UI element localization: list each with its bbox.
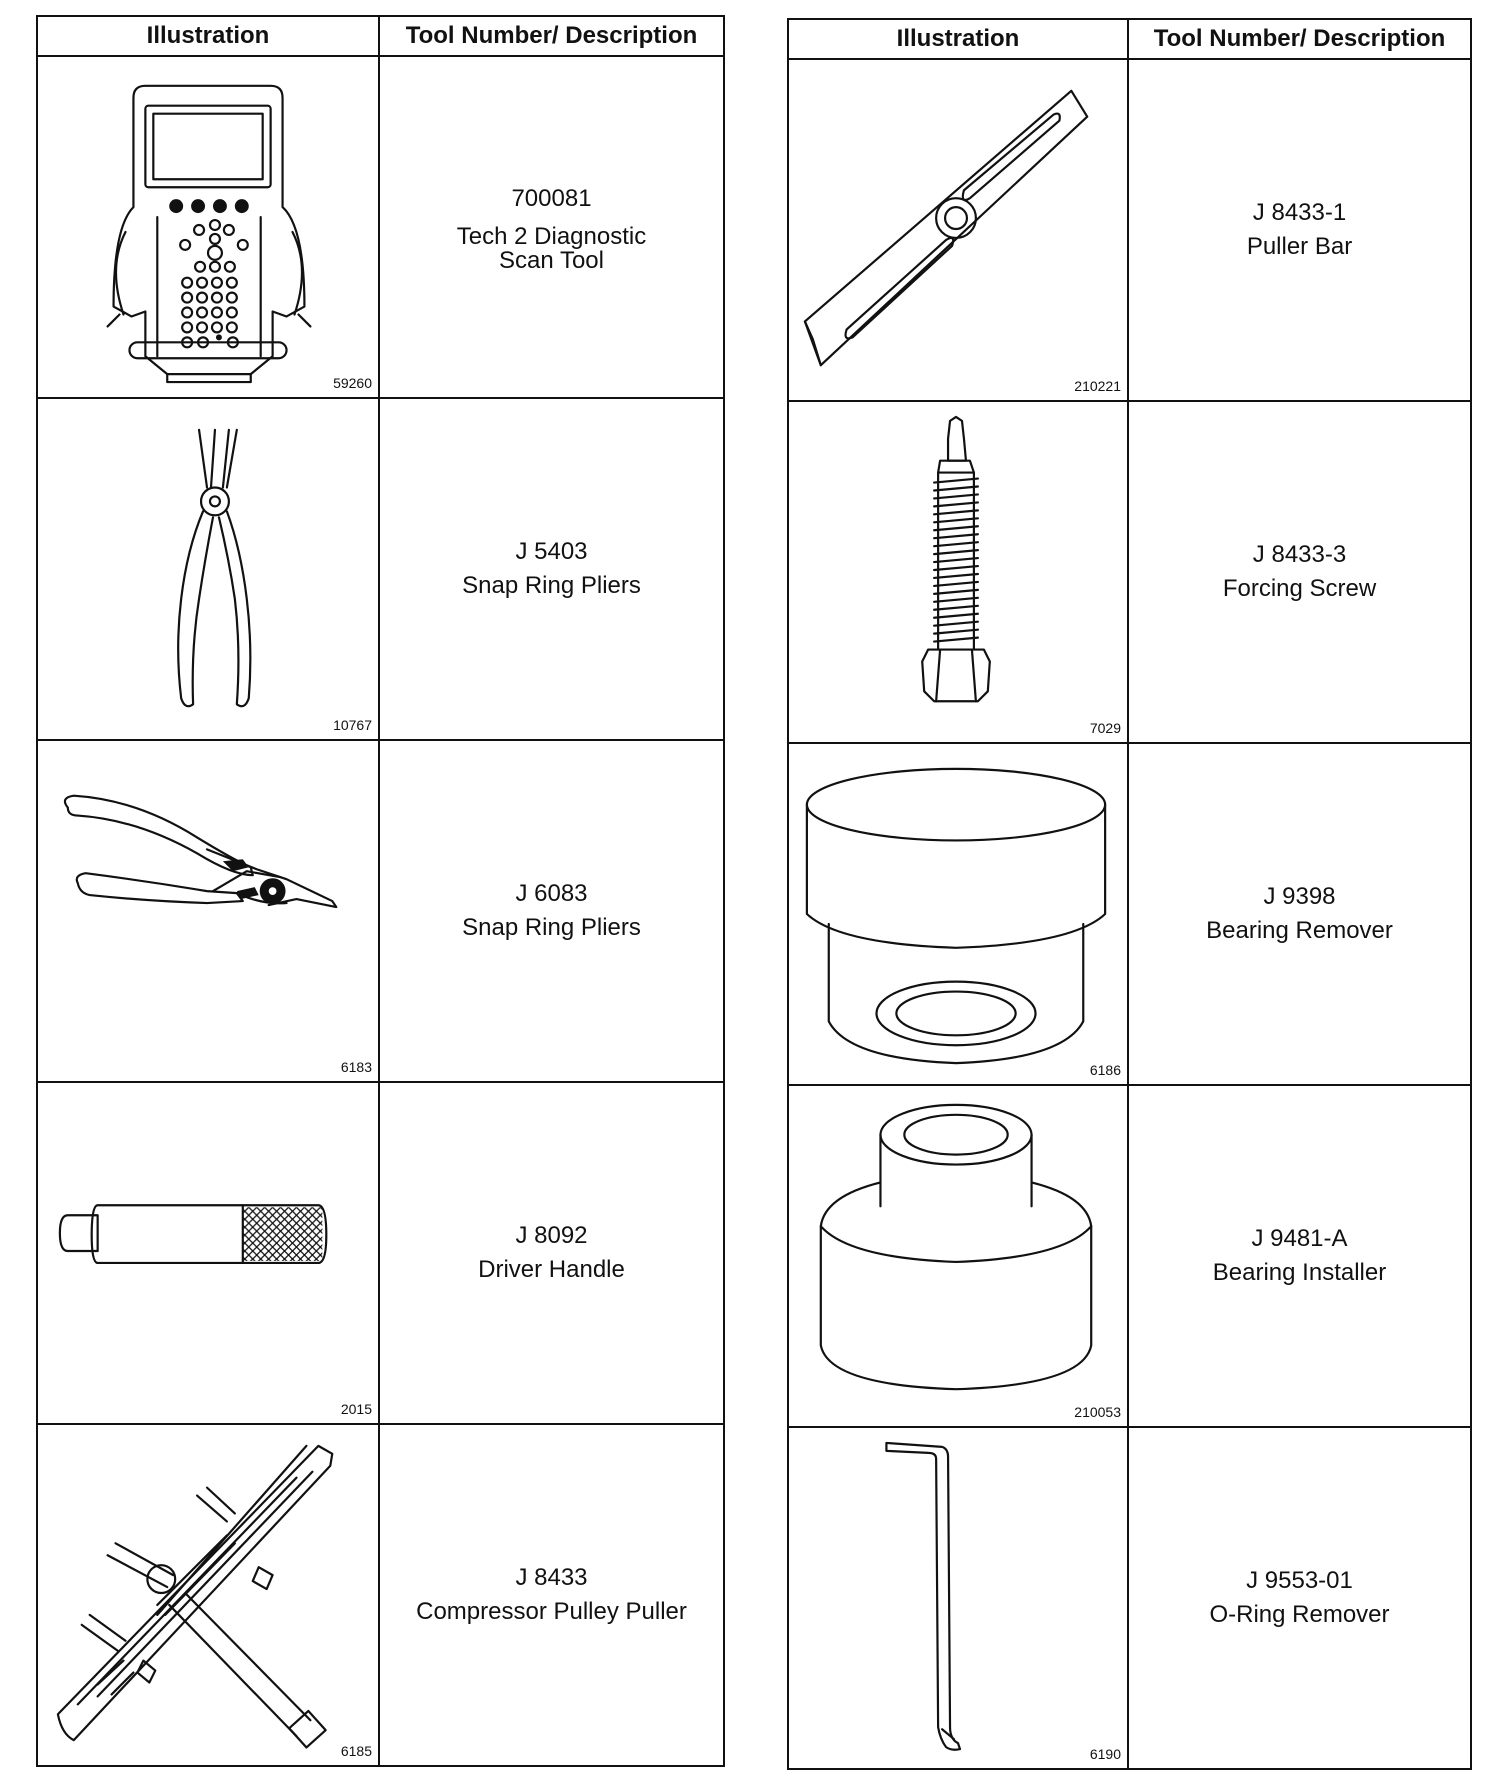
table-row — [37, 740, 724, 1082]
figure-number: 6185 — [340, 1743, 372, 1759]
table-row — [37, 1424, 724, 1766]
illustration-cell — [37, 398, 379, 740]
figure-number: 2015 — [340, 1401, 372, 1417]
illustration-cell — [788, 59, 1128, 401]
tool-number: J 9481-A — [1251, 1225, 1348, 1252]
illustration-header: Illustration — [788, 19, 1128, 59]
illustration-cell — [788, 1085, 1128, 1427]
tool-description: Driver Handle — [478, 1256, 625, 1283]
figure-number: 6183 — [340, 1059, 372, 1075]
driver-handle-icon — [38, 1083, 378, 1423]
tool-description-cell — [1128, 401, 1471, 743]
table-row — [37, 398, 724, 740]
tool-description: Bearing Remover — [1206, 917, 1393, 944]
tool-number: 700081 — [511, 185, 592, 212]
scan-tool-icon — [38, 57, 378, 397]
tool-number: J 9398 — [1263, 883, 1336, 910]
tool-description-cell — [379, 1082, 724, 1424]
table-row — [788, 59, 1471, 401]
bearing-remover-icon — [789, 744, 1127, 1084]
table-row — [37, 1082, 724, 1424]
tool-description-cell — [379, 1424, 724, 1766]
tool-description: Compressor Pulley Puller — [416, 1598, 687, 1625]
tool-description: Puller Bar — [1246, 233, 1353, 260]
forcing-screw-icon — [789, 402, 1127, 742]
tool-description-cell — [379, 398, 724, 740]
table-row — [788, 401, 1471, 743]
tool-description-cell — [1128, 1085, 1471, 1427]
tool-description: O-Ring Remover — [1209, 1601, 1390, 1628]
figure-number: 210053 — [1074, 1404, 1121, 1420]
o-ring-remover-icon — [789, 1428, 1127, 1768]
tool-description: Forcing Screw — [1222, 575, 1377, 602]
pliers-icon — [38, 399, 378, 739]
right-tool-table — [787, 18, 1472, 1770]
table-header-row — [37, 16, 724, 56]
tool-number: J 8433-3 — [1252, 541, 1347, 568]
tool-description: Snap Ring Pliers — [462, 914, 641, 941]
tool-description-cell — [379, 56, 724, 398]
tool-description: Snap Ring Pliers — [462, 572, 641, 599]
illustration-cell — [788, 743, 1128, 1085]
left-tool-table — [36, 15, 725, 1767]
illustration-cell — [37, 1424, 379, 1766]
tool-number: J 8433 — [515, 1564, 588, 1591]
table-row — [788, 1085, 1471, 1427]
table-row — [37, 56, 724, 398]
figure-number: 6186 — [1089, 1062, 1121, 1078]
figure-number: 6190 — [1089, 1746, 1121, 1762]
tool-number: J 8433-1 — [1252, 199, 1347, 226]
tool-description-cell — [1128, 743, 1471, 1085]
pulley-puller-icon — [38, 1425, 378, 1765]
tool-description: Bearing Installer — [1212, 1259, 1387, 1286]
illustration-cell — [788, 401, 1128, 743]
tool-description: Tech 2 Diagnostic — [456, 223, 647, 250]
tool-number: J 9553-01 — [1246, 1567, 1353, 1594]
illustration-cell — [37, 1082, 379, 1424]
tool-number: J 5403 — [515, 538, 588, 565]
tool-description-cell — [379, 740, 724, 1082]
tool-description-cell — [1128, 59, 1471, 401]
table-header-row — [788, 19, 1471, 59]
tool-header: Tool Number/ Description — [379, 16, 724, 56]
figure-number: 10767 — [333, 717, 372, 733]
tool-description-cell — [1128, 1427, 1471, 1769]
puller-bar-icon — [789, 60, 1127, 400]
tool-header: Tool Number/ Description — [1128, 19, 1471, 59]
illustration-cell — [37, 56, 379, 398]
illustration-cell — [37, 740, 379, 1082]
figure-number: 210221 — [1074, 378, 1121, 394]
figure-number: 7029 — [1089, 720, 1121, 736]
figure-number: 59260 — [333, 375, 372, 391]
bearing-installer-icon — [789, 1086, 1127, 1426]
table-row — [788, 743, 1471, 1085]
table-row — [788, 1427, 1471, 1769]
illustration-header: Illustration — [37, 16, 379, 56]
tool-number: J 8092 — [515, 1222, 588, 1249]
tool-number: J 6083 — [515, 880, 588, 907]
tool-description-line2: Scan Tool — [499, 247, 604, 274]
snap-ring-pliers-icon — [38, 741, 378, 1081]
illustration-cell — [788, 1427, 1128, 1769]
